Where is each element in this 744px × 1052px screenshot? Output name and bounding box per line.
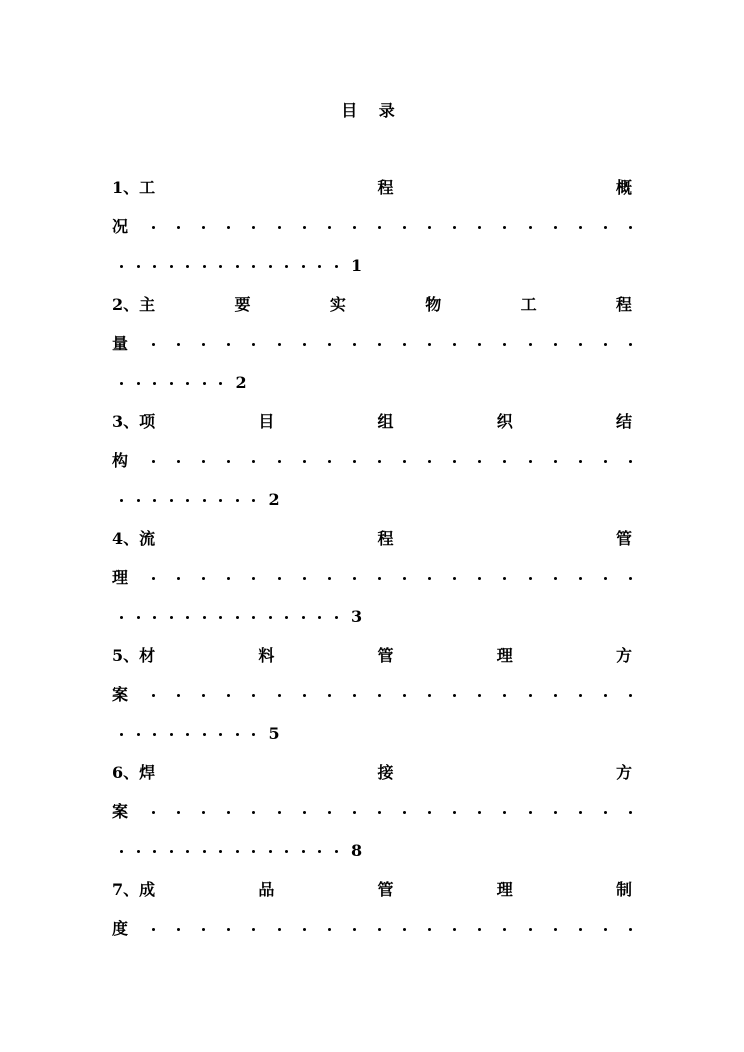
- leader-dot: [604, 694, 607, 697]
- toc-heading-char: 管: [377, 646, 394, 665]
- leader-dot: [378, 577, 381, 580]
- leader-dot: [529, 811, 532, 814]
- toc-page-number[interactable]: 2: [235, 373, 247, 392]
- toc-entry-leader: [112, 917, 632, 941]
- toc-entry-leader: [112, 566, 632, 590]
- leader-dot: [353, 694, 356, 697]
- toc-entry-page-line: [120, 722, 640, 746]
- leader-dot: [604, 811, 607, 814]
- leader-dot: [177, 343, 180, 346]
- leader-dot: [285, 850, 288, 853]
- leader-dot: [378, 811, 381, 814]
- leader-dot: [153, 382, 156, 385]
- leader-dot: [403, 577, 406, 580]
- leader-dot: [137, 382, 140, 385]
- leader-dot: [353, 460, 356, 463]
- leader-dot: [302, 616, 305, 619]
- leader-dot: [554, 460, 557, 463]
- toc-heading-char: 5、材: [112, 646, 156, 665]
- leader-dot: [278, 694, 281, 697]
- leader-dot: [403, 694, 406, 697]
- toc-heading-tail-char: 量: [112, 334, 129, 353]
- toc-heading-tail-char: 案: [112, 685, 129, 704]
- toc-heading-char: 3、项: [112, 412, 156, 431]
- leader-dot: [137, 733, 140, 736]
- toc-heading-char: 物: [425, 295, 442, 314]
- leader-dot: [278, 928, 281, 931]
- leader-dot: [278, 811, 281, 814]
- leader-dot: [202, 694, 205, 697]
- leader-dot: [554, 928, 557, 931]
- leader-dot: [153, 265, 156, 268]
- toc-page-number[interactable]: 8: [351, 841, 363, 860]
- leader-dot: [252, 616, 255, 619]
- toc-page-number[interactable]: 1: [351, 256, 363, 275]
- leader-dot: [285, 265, 288, 268]
- leader-dot: [252, 928, 255, 931]
- toc-entry-heading[interactable]: [112, 527, 632, 551]
- leader-dot: [219, 499, 222, 502]
- leader-dot: [303, 460, 306, 463]
- leader-dot: [120, 616, 123, 619]
- leader-dot: [152, 343, 155, 346]
- leader-dot: [428, 928, 431, 931]
- leader-dot: [177, 811, 180, 814]
- toc-heading-char: 管: [615, 529, 632, 548]
- toc-entry-heading[interactable]: [112, 410, 632, 434]
- leader-dot: [303, 811, 306, 814]
- toc-entry-page-line: [120, 488, 640, 512]
- leader-dot: [378, 694, 381, 697]
- leader-dot: [170, 850, 173, 853]
- leader-dot: [428, 811, 431, 814]
- leader-dot: [378, 226, 381, 229]
- toc-page-number[interactable]: 3: [351, 607, 363, 626]
- leader-dot: [353, 928, 356, 931]
- leader-dot: [170, 733, 173, 736]
- leader-dot: [579, 811, 582, 814]
- leader-dot: [453, 577, 456, 580]
- toc-entry-leader: [112, 683, 632, 707]
- leader-dot: [269, 265, 272, 268]
- toc-entry-leader: [112, 332, 632, 356]
- leader-dot: [302, 265, 305, 268]
- leader-dot: [203, 733, 206, 736]
- leader-dot: [252, 577, 255, 580]
- leader-dot: [278, 226, 281, 229]
- toc-heading-char: 目: [258, 412, 275, 431]
- toc-heading-char: 料: [258, 646, 275, 665]
- toc-entry-page-line: [120, 371, 640, 395]
- leader-dot: [604, 226, 607, 229]
- leader-dot: [428, 694, 431, 697]
- leader-dot: [219, 265, 222, 268]
- toc-heading-tail-char: 况: [112, 217, 129, 236]
- leader-dot: [269, 850, 272, 853]
- leader-dot: [335, 850, 338, 853]
- leader-dot: [328, 460, 331, 463]
- leader-dot: [529, 343, 532, 346]
- leader-dot: [177, 226, 180, 229]
- leader-dot: [503, 694, 506, 697]
- leader-dot: [186, 616, 189, 619]
- leader-dot: [428, 577, 431, 580]
- toc-heading-char: 2、主: [112, 295, 156, 314]
- leader-dot: [227, 694, 230, 697]
- leader-dot: [629, 226, 632, 229]
- toc-heading-char: 概: [615, 178, 632, 197]
- leader-dot: [202, 577, 205, 580]
- toc-entry-page-line: [120, 605, 640, 629]
- leader-dot: [335, 616, 338, 619]
- leader-dot: [328, 811, 331, 814]
- leader-dot: [478, 343, 481, 346]
- leader-dot: [152, 226, 155, 229]
- leader-dot: [227, 343, 230, 346]
- leader-dot: [278, 343, 281, 346]
- leader-dot: [503, 343, 506, 346]
- leader-dot: [278, 577, 281, 580]
- toc-heading-char: 程: [615, 295, 632, 314]
- leader-dot: [318, 265, 321, 268]
- leader-dot: [227, 577, 230, 580]
- leader-dot: [203, 382, 206, 385]
- leader-dot: [353, 343, 356, 346]
- toc-heading-char: 织: [496, 412, 513, 431]
- leader-dot: [120, 382, 123, 385]
- leader-dot: [554, 811, 557, 814]
- leader-dot: [428, 460, 431, 463]
- leader-dot: [202, 226, 205, 229]
- leader-dot: [152, 577, 155, 580]
- leader-dot: [203, 265, 206, 268]
- leader-dot: [453, 694, 456, 697]
- leader-dot: [403, 226, 406, 229]
- toc-heading-tail-char: 度: [112, 919, 129, 938]
- leader-dot: [170, 499, 173, 502]
- leader-dot: [318, 850, 321, 853]
- leader-dot: [335, 265, 338, 268]
- leader-dot: [236, 265, 239, 268]
- toc-heading-char: 要: [234, 295, 251, 314]
- leader-dot: [152, 460, 155, 463]
- leader-dot: [478, 226, 481, 229]
- page-title: 目 录: [341, 101, 403, 120]
- leader-dot: [278, 460, 281, 463]
- leader-dot: [453, 928, 456, 931]
- leader-dot: [453, 460, 456, 463]
- leader-dot: [353, 226, 356, 229]
- toc-heading-char: 程: [377, 529, 394, 548]
- leader-dot: [120, 499, 123, 502]
- leader-dot: [529, 577, 532, 580]
- leader-dot: [227, 811, 230, 814]
- toc-entry-leader: [112, 215, 632, 239]
- toc-entry-page-line: [120, 839, 640, 863]
- leader-dot: [236, 850, 239, 853]
- leader-dot: [579, 460, 582, 463]
- toc-entry-page-line: [120, 254, 640, 278]
- leader-dot: [554, 694, 557, 697]
- leader-dot: [219, 850, 222, 853]
- leader-dot: [137, 499, 140, 502]
- toc-heading-char: 工: [520, 295, 537, 314]
- toc-heading-char: 1、工: [112, 178, 156, 197]
- leader-dot: [303, 343, 306, 346]
- leader-dot: [120, 733, 123, 736]
- leader-dot: [604, 928, 607, 931]
- toc-page-number[interactable]: 5: [268, 724, 280, 743]
- leader-dot: [186, 382, 189, 385]
- leader-dot: [152, 928, 155, 931]
- leader-dot: [170, 265, 173, 268]
- leader-dot: [269, 616, 272, 619]
- leader-dot: [478, 577, 481, 580]
- leader-dot: [604, 343, 607, 346]
- leader-dot: [453, 343, 456, 346]
- leader-dot: [252, 460, 255, 463]
- leader-dot: [303, 694, 306, 697]
- leader-dot: [328, 226, 331, 229]
- leader-dot: [186, 733, 189, 736]
- leader-dot: [579, 343, 582, 346]
- leader-dot: [186, 850, 189, 853]
- leader-dot: [403, 460, 406, 463]
- leader-dot: [378, 928, 381, 931]
- leader-dot: [202, 928, 205, 931]
- leader-dot: [579, 577, 582, 580]
- leader-dot: [137, 850, 140, 853]
- leader-dot: [478, 694, 481, 697]
- leader-dot: [152, 811, 155, 814]
- toc-heading-char: 管: [377, 880, 394, 899]
- toc-heading-char: 方: [615, 646, 632, 665]
- toc-entry-heading[interactable]: [112, 761, 632, 785]
- leader-dot: [252, 499, 255, 502]
- leader-dot: [453, 226, 456, 229]
- leader-dot: [604, 460, 607, 463]
- leader-dot: [503, 577, 506, 580]
- leader-dot: [236, 616, 239, 619]
- leader-dot: [303, 928, 306, 931]
- toc-entry-leader: [112, 800, 632, 824]
- toc-heading-char: 实: [329, 295, 346, 314]
- leader-dot: [219, 382, 222, 385]
- toc-heading-char: 4、流: [112, 529, 156, 548]
- leader-dot: [153, 499, 156, 502]
- leader-dot: [353, 811, 356, 814]
- toc-heading-char: 7、成: [112, 880, 156, 899]
- leader-dot: [202, 460, 205, 463]
- leader-dot: [579, 928, 582, 931]
- leader-dot: [202, 811, 205, 814]
- leader-dot: [252, 811, 255, 814]
- leader-dot: [120, 850, 123, 853]
- leader-dot: [170, 382, 173, 385]
- leader-dot: [252, 343, 255, 346]
- toc-heading-char: 接: [377, 763, 394, 782]
- leader-dot: [252, 265, 255, 268]
- leader-dot: [153, 616, 156, 619]
- toc-entry-heading[interactable]: [112, 293, 632, 317]
- leader-dot: [353, 577, 356, 580]
- toc-heading-char: 制: [615, 880, 632, 899]
- leader-dot: [503, 226, 506, 229]
- leader-dot: [186, 499, 189, 502]
- leader-dot: [252, 694, 255, 697]
- leader-dot: [219, 733, 222, 736]
- leader-dot: [428, 343, 431, 346]
- leader-dot: [177, 460, 180, 463]
- leader-dot: [554, 577, 557, 580]
- leader-dot: [453, 811, 456, 814]
- leader-dot: [302, 850, 305, 853]
- leader-dot: [529, 460, 532, 463]
- leader-dot: [529, 226, 532, 229]
- toc-entry-heading[interactable]: [112, 644, 632, 668]
- leader-dot: [219, 616, 222, 619]
- leader-dot: [403, 928, 406, 931]
- leader-dot: [554, 226, 557, 229]
- leader-dot: [186, 265, 189, 268]
- leader-dot: [629, 928, 632, 931]
- leader-dot: [303, 577, 306, 580]
- leader-dot: [318, 616, 321, 619]
- leader-dot: [236, 733, 239, 736]
- leader-dot: [428, 226, 431, 229]
- leader-dot: [177, 928, 180, 931]
- toc-entry-leader: [112, 449, 632, 473]
- leader-dot: [503, 928, 506, 931]
- leader-dot: [203, 850, 206, 853]
- leader-dot: [478, 811, 481, 814]
- toc-entry-heading[interactable]: [112, 176, 632, 200]
- leader-dot: [202, 343, 205, 346]
- leader-dot: [478, 460, 481, 463]
- leader-dot: [137, 616, 140, 619]
- leader-dot: [227, 460, 230, 463]
- leader-dot: [503, 811, 506, 814]
- leader-dot: [252, 850, 255, 853]
- leader-dot: [328, 694, 331, 697]
- leader-dot: [303, 226, 306, 229]
- leader-dot: [328, 343, 331, 346]
- leader-dot: [629, 343, 632, 346]
- leader-dot: [236, 499, 239, 502]
- leader-dot: [203, 499, 206, 502]
- leader-dot: [252, 226, 255, 229]
- leader-dot: [503, 460, 506, 463]
- leader-dot: [403, 343, 406, 346]
- leader-dot: [529, 928, 532, 931]
- leader-dot: [203, 616, 206, 619]
- leader-dot: [529, 694, 532, 697]
- leader-dot: [328, 577, 331, 580]
- leader-dot: [252, 733, 255, 736]
- toc-heading-tail-char: 构: [112, 451, 129, 470]
- leader-dot: [170, 616, 173, 619]
- toc-heading-char: 6、焊: [112, 763, 156, 782]
- leader-dot: [227, 928, 230, 931]
- leader-dot: [403, 811, 406, 814]
- leader-dot: [120, 265, 123, 268]
- leader-dot: [478, 928, 481, 931]
- toc-heading-char: 结: [615, 412, 632, 431]
- leader-dot: [227, 226, 230, 229]
- toc-heading-char: 理: [496, 880, 513, 899]
- toc-heading-char: 方: [615, 763, 632, 782]
- toc-heading-char: 程: [377, 178, 394, 197]
- toc-entry-heading[interactable]: [112, 878, 632, 902]
- leader-dot: [604, 577, 607, 580]
- leader-dot: [152, 694, 155, 697]
- toc-heading-char: 理: [496, 646, 513, 665]
- leader-dot: [629, 694, 632, 697]
- toc-heading-tail-char: 理: [112, 568, 129, 587]
- leader-dot: [629, 577, 632, 580]
- leader-dot: [177, 577, 180, 580]
- leader-dot: [153, 850, 156, 853]
- toc-page-number[interactable]: 2: [268, 490, 280, 509]
- leader-dot: [328, 928, 331, 931]
- leader-dot: [378, 460, 381, 463]
- leader-dot: [177, 694, 180, 697]
- leader-dot: [579, 694, 582, 697]
- leader-dot: [378, 343, 381, 346]
- leader-dot: [554, 343, 557, 346]
- toc-heading-tail-char: 案: [112, 802, 129, 821]
- toc-heading-char: 组: [377, 412, 394, 431]
- toc-heading-char: 品: [258, 880, 275, 899]
- leader-dot: [629, 460, 632, 463]
- leader-dot: [629, 811, 632, 814]
- leader-dot: [579, 226, 582, 229]
- leader-dot: [153, 733, 156, 736]
- leader-dot: [137, 265, 140, 268]
- leader-dot: [285, 616, 288, 619]
